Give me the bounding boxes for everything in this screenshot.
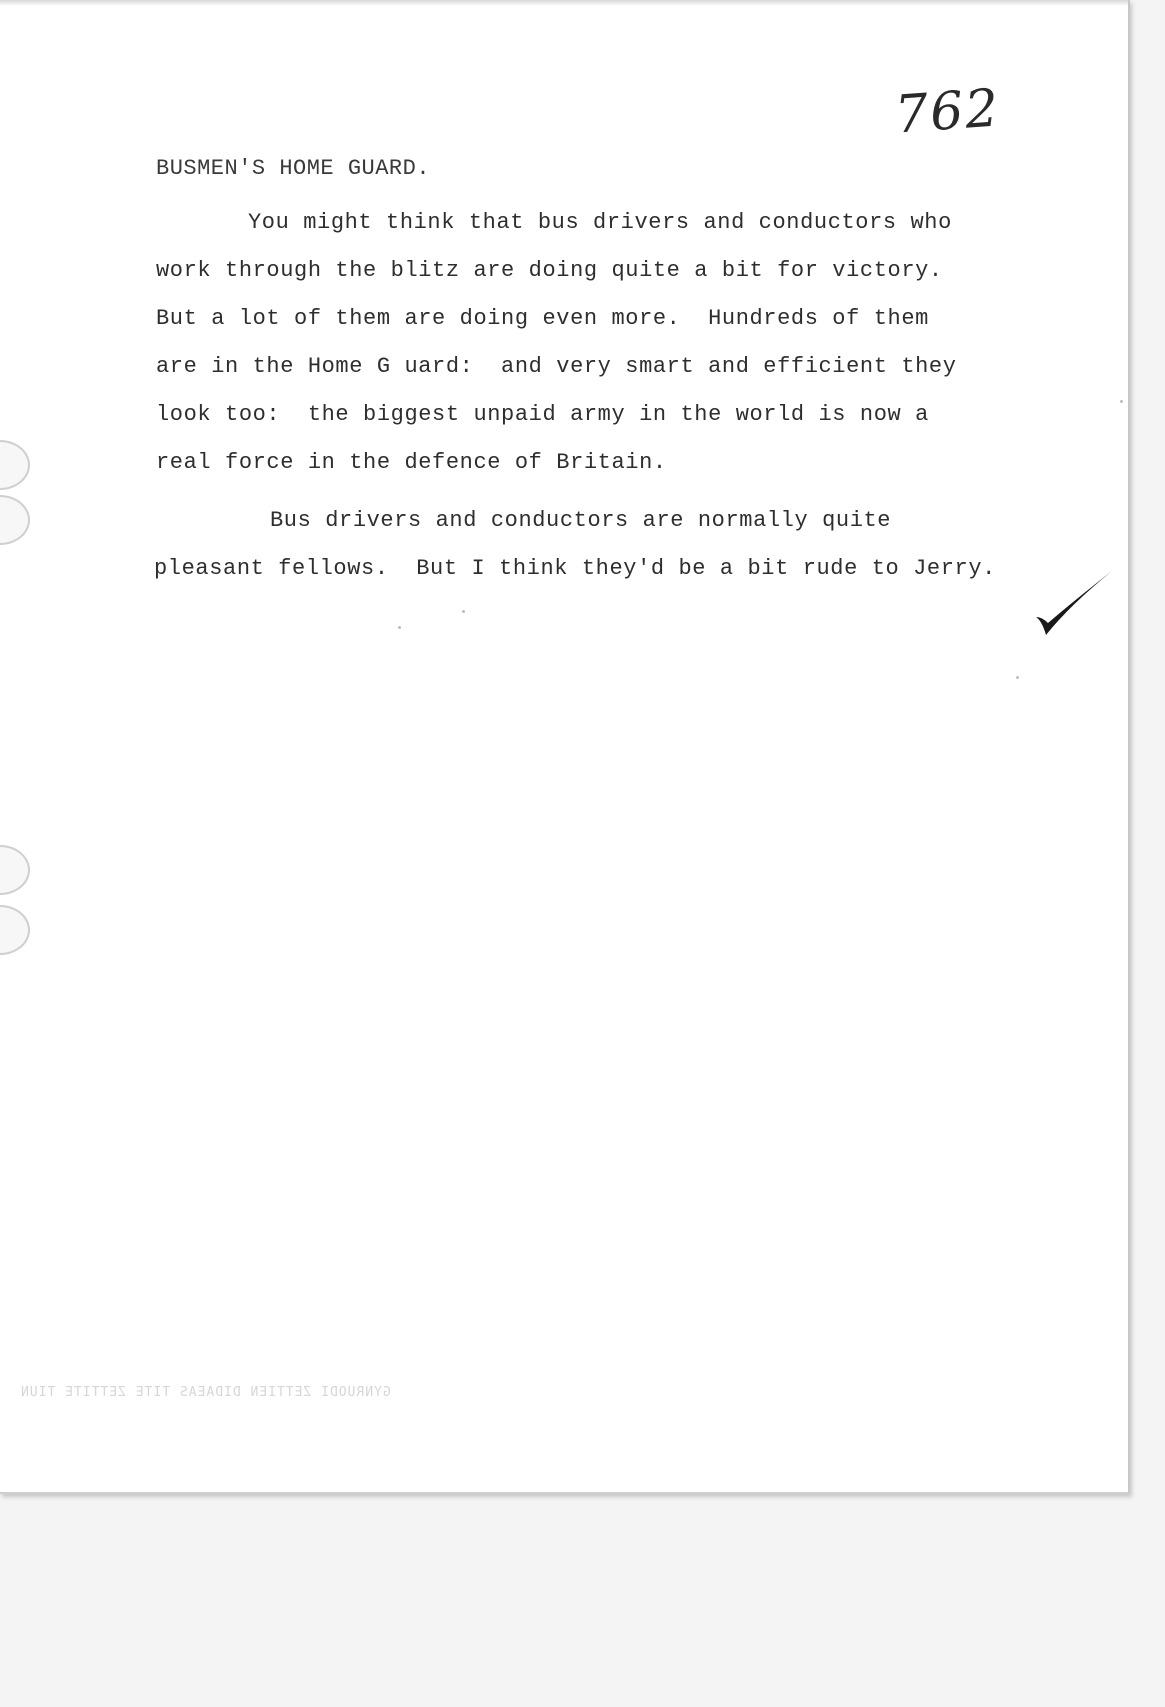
checkmark-icon [1030, 565, 1116, 641]
faint-bleedthrough-text: GYNRUODI ZETTIEN DIDAEAS TITE ZETTITE TIUN [20, 1385, 391, 1400]
paper-speck [1016, 676, 1019, 679]
paper-speck [398, 626, 401, 629]
punch-hole [0, 905, 30, 955]
body-line: pleasant fellows. But I think they'd be a bit rude to Jerry. [154, 556, 996, 581]
body-line: Bus drivers and conductors are normally quite [270, 508, 892, 533]
body-line: are in the Home G uard: and very smart and efficient they [156, 354, 957, 379]
page-top-edge [0, 0, 1128, 6]
document-heading: BUSMEN'S HOME GUARD. [156, 156, 431, 181]
handwritten-page-number: 762 [893, 78, 1003, 146]
body-line: look too: the biggest unpaid army in the world is now a [156, 402, 929, 427]
paper-speck [462, 610, 465, 613]
body-line: real force in the defence of Britain. [156, 450, 667, 475]
body-line: work through the blitz are doing quite a bit for victory. [156, 258, 943, 283]
body-line: You might think that bus drivers and conductors who [248, 210, 952, 235]
punch-hole [0, 845, 30, 895]
body-line: But a lot of them are doing even more. Hundreds of them [156, 306, 929, 331]
paper-speck [1120, 400, 1123, 403]
punch-hole [0, 440, 30, 490]
punch-hole [0, 495, 30, 545]
